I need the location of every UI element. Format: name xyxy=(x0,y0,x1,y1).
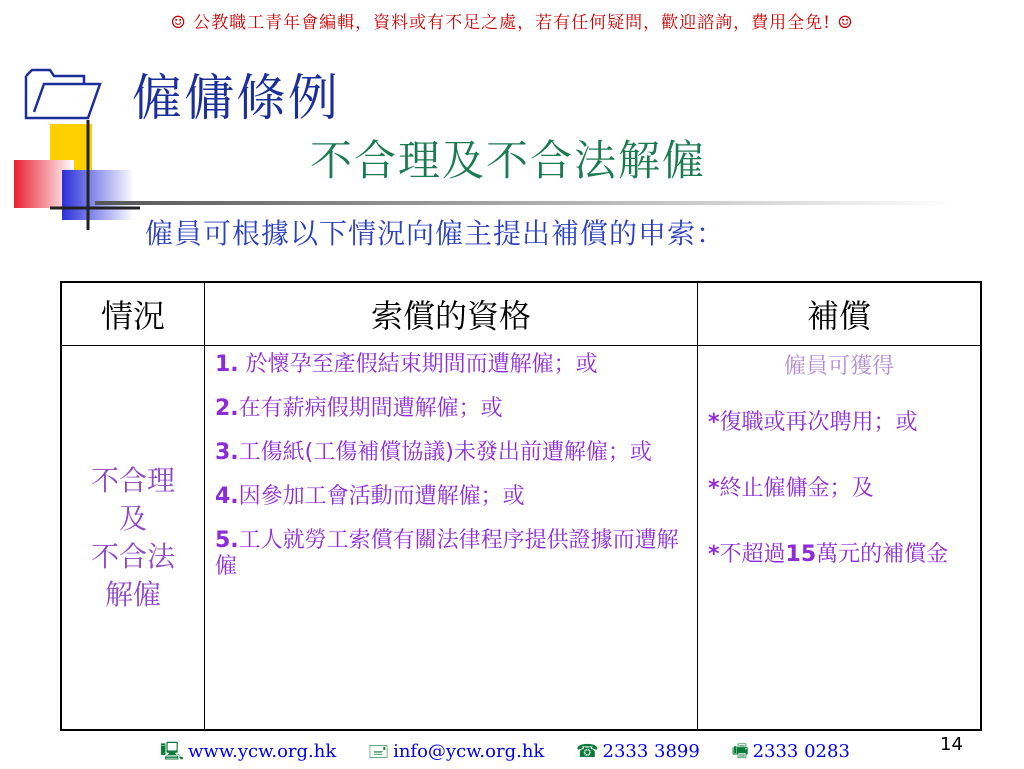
page-title: 僱傭條例 xyxy=(132,69,340,127)
page-subtitle: 不合理及不合法解僱 xyxy=(310,136,707,185)
fax-icon: 🖷 xyxy=(731,741,749,762)
divider-line xyxy=(95,201,955,205)
intro-text: 僱員可根據以下情況向僱主提出補償的申索： xyxy=(145,217,726,250)
compensation-table xyxy=(60,281,982,731)
compensation-item: *不超過15萬元的補償金 xyxy=(708,542,949,567)
qualification-item: 2.在有薪病假期間遭解僱；或 xyxy=(215,396,503,421)
table-header-row xyxy=(61,282,981,346)
mail-icon: 🖃 xyxy=(368,741,390,762)
email-link[interactable]: info@ycw.org.hk xyxy=(393,741,545,762)
footer-contacts xyxy=(160,739,876,769)
qualification-item: 4.因參加工會活動而遭解僱；或 xyxy=(215,484,525,509)
qualification-item: 3.工傷紙(工傷補償協議)未發出前遭解僱；或 xyxy=(215,440,652,465)
qualification-cell xyxy=(205,346,698,731)
phone-number: 2333 3899 xyxy=(602,741,700,762)
phone-icon: ☎ xyxy=(576,741,599,762)
page-number: 14 xyxy=(940,734,963,755)
decorative-blocks xyxy=(0,120,140,230)
compensation-head: 僱員可獲得 xyxy=(783,354,894,379)
fax-number: 2333 0283 xyxy=(752,741,850,762)
situation-line: 解僱 xyxy=(104,577,161,611)
situation-line: 不合法 xyxy=(90,539,175,573)
situation-line: 及 xyxy=(118,501,147,535)
header-situation: 情況 xyxy=(61,282,205,346)
compensation-item: *復職或再次聘用；或 xyxy=(708,410,918,435)
header-qualification: 索償的資格 xyxy=(205,282,698,346)
situation-cell xyxy=(61,346,205,731)
website-link[interactable]: www.ycw.org.hk xyxy=(188,741,337,762)
header-compensation: 補償 xyxy=(698,282,982,346)
computer-icon: 🖳 xyxy=(160,741,185,762)
qualification-item: 1. 於懷孕至產假結束期間而遭解僱；或 xyxy=(215,352,598,377)
qualification-item: 5.工人就勞工索償有關法律程序提供證據而遭解僱 xyxy=(215,528,679,579)
folder-icon xyxy=(22,62,102,122)
table-row xyxy=(61,346,981,731)
header-banner: ☺ 公教職工青年會編輯，資料或有不足之處，若有任何疑問，歡迎諮詢，費用全免! ☺ xyxy=(170,13,854,33)
compensation-item: *終止僱傭金；及 xyxy=(708,476,874,501)
compensation-cell xyxy=(698,346,982,731)
situation-line: 不合理 xyxy=(90,463,175,497)
